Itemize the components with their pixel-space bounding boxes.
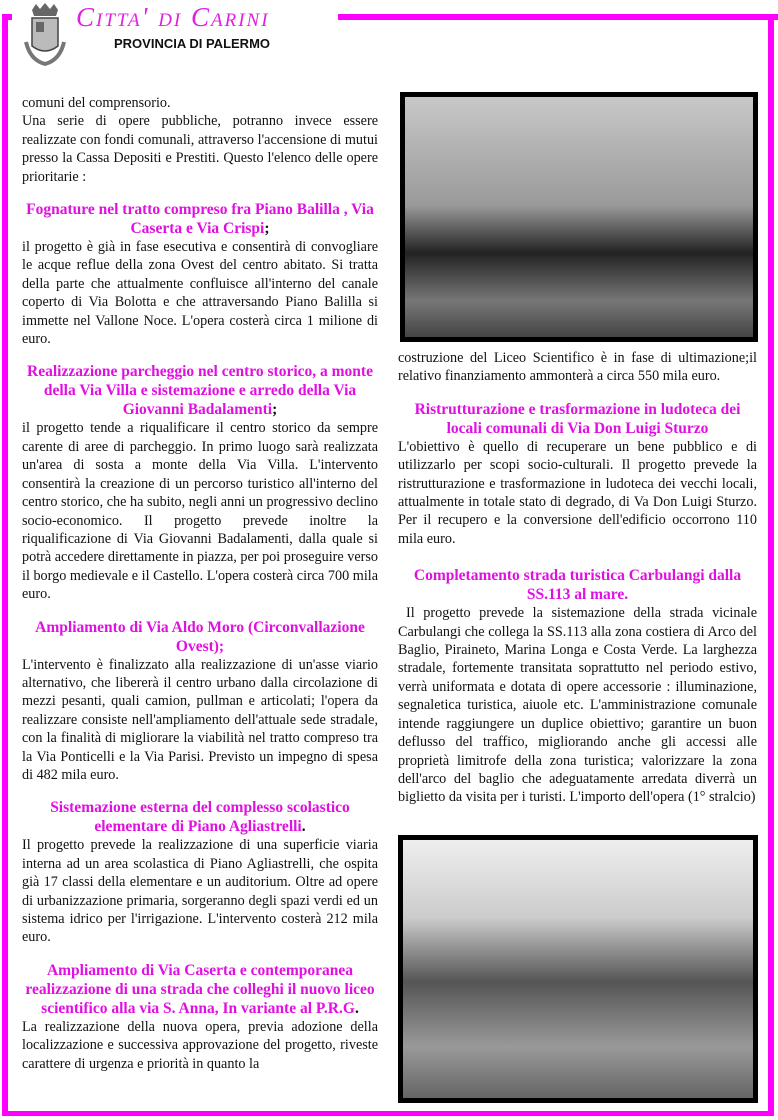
section-heading: Ristrutturazione e trasformazione in ludoteca dei locali comunali di Via Don Luigi Sturzo bbox=[414, 400, 741, 437]
coat-of-arms-icon bbox=[22, 2, 68, 66]
left-column bbox=[22, 94, 378, 1073]
photo-historic-building bbox=[400, 92, 758, 342]
paragraph: Il progetto prevede la realizzazione di una superficie viaria interna ad un area scolastica di Piano Agliastrelli, che ospita già 17 classi della elementare e un auditorium. Oltre ad opere di urbanizzazione primaria, sorgeranno degli spazi verdi ed un sistema idrico per l'irrigazione. L'intervento costerà 212 mila euro. bbox=[22, 837, 378, 946]
page-border-right bbox=[768, 14, 774, 1116]
page-title: Citta' di Carini bbox=[76, 2, 270, 32]
photo-school-gate bbox=[398, 835, 758, 1103]
right-column bbox=[398, 349, 757, 807]
section-heading: Completamento strada turistica Carbulangi dalla SS.113 al mare. bbox=[413, 567, 742, 604]
paragraph: Il progetto prevede la sistemazione della strada vicinale Carbulangi che collega la SS.113 alla zona costiera di Arco del Baglio, Piraineto, Marina Longa e Costa Verde. La larghezza stradale, fortemente transitata soprattutto nel periodo estivo, verrà uniformata e dotata di opere accessorie : illuminazione, segnaletica turistica, aiuole etc. L'amministrazione comunale intende raggiungere un duplice obiettivo; garantire un buon deflusso del traffico, migliorando anche gli accessi alle proprietà limitrofe della zona turistica; valorizzare la zona dell'arco del baglio che adeguatamente arredata diverrà un biglietto da visita per i turisti. L'importo dell'opera (1° stralcio) bbox=[398, 605, 757, 806]
page-border-top-left bbox=[2, 14, 12, 20]
section-heading: Realizzazione parcheggio nel centro storico, a monte della Via Villa e sistemazione e arredo della Via Giovanni Badalamenti; bbox=[27, 363, 373, 419]
section-heading: Fognature nel tratto compreso fra Piano Balilla , Via Caserta e Via Crispi; bbox=[26, 201, 374, 238]
section-heading: Ampliamento di Via Caserta e contemporanea realizzazione di una strada che colleghi il nuovo liceo scientifico alla via S. Anna, In variante al P.R.G. bbox=[25, 961, 375, 1017]
page-border-top bbox=[338, 14, 778, 20]
page-subtitle: PROVINCIA DI PALERMO bbox=[114, 36, 271, 51]
paragraph: Una serie di opere pubbliche, potranno invece essere realizzate con fondi comunali, attraverso l'accensione di mutui presso la Cassa Depositi e Prestiti. Questo l'elenco delle opere prioritarie : bbox=[22, 113, 378, 185]
page-border-left bbox=[2, 14, 8, 1114]
section-heading: Ampliamento di Via Aldo Moro (Circonvallazione Ovest); bbox=[35, 618, 365, 655]
page-border-bottom bbox=[2, 1111, 774, 1116]
section-heading: Sistemazione esterna del complesso scolastico elementare di Piano Agliastrelli. bbox=[50, 799, 350, 836]
paragraph: costruzione del Liceo Scientifico è in fase di ultimazione;il relativo finanziamento ammonterà a circa 550 mila euro. bbox=[398, 350, 757, 385]
paragraph: La realizzazione della nuova opera, previa adozione della localizzazione e successiva approvazione del progetto, riveste carattere di urgenza e priorità in quanto la bbox=[22, 1018, 378, 1072]
paragraph: comuni del comprensorio. bbox=[22, 95, 171, 111]
paragraph: L'obiettivo è quello di recuperare un bene pubblico e di utilizzarlo per scopi socio-culturali. Il progetto prevede la ristrutturazione e trasformazione in ludoteca dei vecchi locali, attualmente in totale stato di degrado, di Va Don Luigi Sturzo. Per il recupero e la conversione dell'edificio occorrono 110 mila euro. bbox=[398, 438, 757, 547]
paragraph: il progetto è già in fase esecutiva e consentirà di convogliare le acque reflue della zona Ovest del centro abitato. Si tratta della parte che attualmente confluisce all'interno del canale coperto di Via Bolotta e che attraversando Piano Balilla si immette nel Vallone Noce. L'opera costerà circa 1 milione di euro. bbox=[22, 239, 378, 348]
paragraph: il progetto tende a riqualificare il centro storico da sempre carente di aree di parcheggio. In primo luogo sarà realizzata un'area di sosta a monte della Via Villa. L'intervento consentirà la creazione di un percorso turistico all'interno del centro storico, che ha subito, negli anni un progressivo declino socio-economico. Il progetto prevede inoltre la riqualificazione di Via Giovanni Badalamenti, dalla quale si potrà accedere direttamente in piazza, per poi proseguire verso il borgo medievale e il Castello. L'opera costerà circa 700 mila euro. bbox=[22, 420, 378, 603]
paragraph: L'intervento è finalizzato alla realizzazione di un'asse viario alternativo, che libererà il centro urbano dalla circolazione di mezzi pesanti, quali camion, pullman e articolati; l'opera da realizzare consiste nell'ampliamento dell'attuale sede stradale, con la finalità di migliorare la viabilità nel tratto compreso tra la Via Ponticelli e la Via Parisi. Previsto un impegno di spesa di 482 mila euro. bbox=[22, 656, 378, 783]
